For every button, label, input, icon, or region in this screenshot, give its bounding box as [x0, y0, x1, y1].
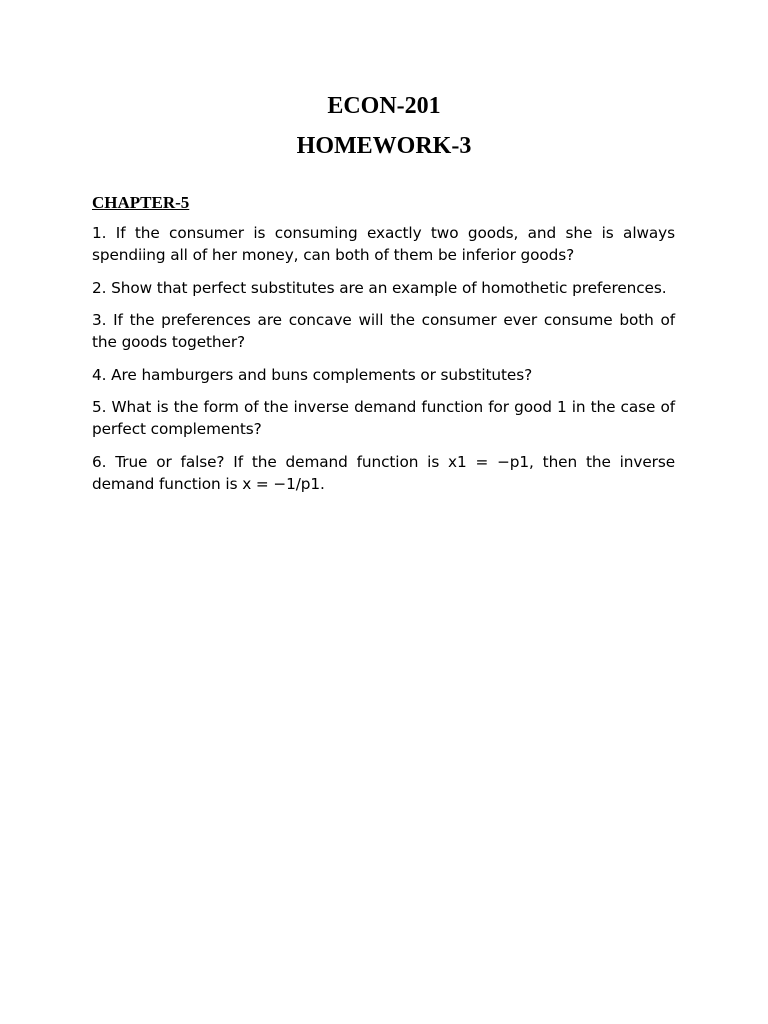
- section-heading: CHAPTER-5: [92, 193, 190, 212]
- question-2: 2. Show that perfect substitutes are an example of homothetic preferences.: [92, 278, 667, 297]
- question-6: 6. True or false? If the demand function is x1 = −p1, then the inverse demand function is x = −1/p1.: [92, 452, 675, 493]
- document-body: [92, 192, 675, 505]
- course-title: ECON-201: [327, 93, 441, 119]
- question-3: 3. If the preferences are concave will the consumer ever consume both of the goods together?: [92, 311, 675, 351]
- assignment-title: HOMEWORK-3: [296, 133, 472, 159]
- question-4: 4. Are hamburgers and buns complements or substitutes?: [92, 365, 533, 384]
- document-title: [0, 86, 768, 166]
- question-5: 5. What is the form of the inverse demand function for good 1 in the case of perfect complements?: [92, 398, 675, 438]
- question-1: 1. If the consumer is consuming exactly two goods, and she is always spendiing all of her money, can both of them be inferior goods?: [92, 224, 675, 264]
